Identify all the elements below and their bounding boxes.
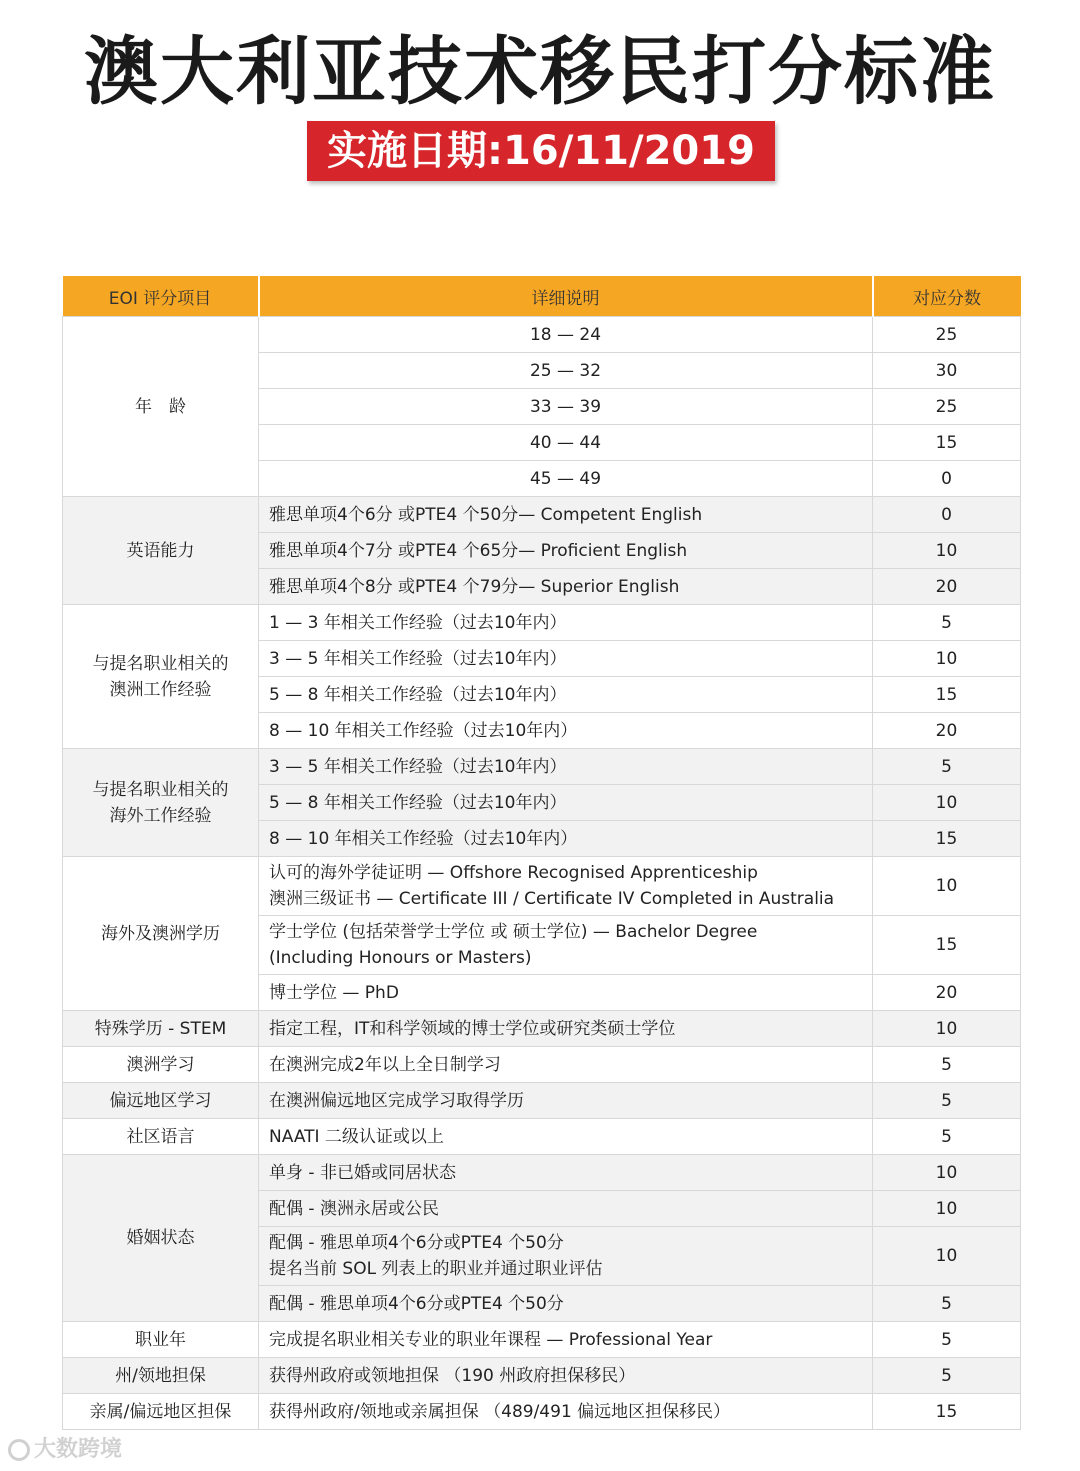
table-row: [63, 605, 1021, 641]
header-score: 对应分数: [873, 276, 1021, 317]
detail-cell: 获得州政府或领地担保 （190 州政府担保移民）: [259, 1358, 873, 1394]
score-cell: 20: [873, 713, 1021, 749]
category-cell: 英语能力: [63, 497, 259, 605]
table-body: [63, 317, 1021, 1430]
score-cell: 5: [873, 605, 1021, 641]
watermark-text: 大数跨境: [34, 1437, 123, 1462]
detail-cell: 40 — 44: [259, 425, 873, 461]
category-cell: 偏远地区学习: [63, 1083, 259, 1119]
category-cell: 年 龄: [63, 317, 259, 497]
detail-cell: 8 — 10 年相关工作经验（过去10年内）: [259, 713, 873, 749]
score-cell: 5: [873, 1286, 1021, 1322]
points-table: [62, 276, 1021, 1430]
watermark-logo-icon: [8, 1439, 30, 1461]
score-cell: 5: [873, 1358, 1021, 1394]
page-title: 澳大利亚技术移民打分标准: [84, 29, 996, 115]
category-cell: 特殊学历 - STEM: [63, 1011, 259, 1047]
score-cell: 30: [873, 353, 1021, 389]
detail-cell: 5 — 8 年相关工作经验（过去10年内）: [259, 677, 873, 713]
detail-cell: 25 — 32: [259, 353, 873, 389]
detail-cell: 在澳洲完成2年以上全日制学习: [259, 1047, 873, 1083]
category-cell: 州/领地担保: [63, 1358, 259, 1394]
detail-cell: 在澳洲偏远地区完成学习取得学历: [259, 1083, 873, 1119]
category-cell: 亲属/偏远地区担保: [63, 1394, 259, 1430]
score-cell: 20: [873, 975, 1021, 1011]
score-cell: 20: [873, 569, 1021, 605]
score-cell: 25: [873, 317, 1021, 353]
table-row: [63, 857, 1021, 916]
table-row: [63, 317, 1021, 353]
detail-cell: 学士学位 (包括荣誉学士学位 或 硕士学位) — Bachelor Degree (Including Honours or Masters): [259, 916, 873, 975]
table-row: [63, 497, 1021, 533]
detail-cell: 18 — 24: [259, 317, 873, 353]
detail-cell: 1 — 3 年相关工作经验（过去10年内）: [259, 605, 873, 641]
detail-cell: 8 — 10 年相关工作经验（过去10年内）: [259, 821, 873, 857]
detail-cell: 完成提名职业相关专业的职业年课程 — Professional Year: [259, 1322, 873, 1358]
detail-cell: 雅思单项4个6分 或PTE4 个50分— Competent English: [259, 497, 873, 533]
detail-cell: NAATI 二级认证或以上: [259, 1119, 873, 1155]
score-cell: 10: [873, 1191, 1021, 1227]
detail-cell: 博士学位 — PhD: [259, 975, 873, 1011]
effective-date-banner: 实施日期:16/11/2019: [307, 121, 775, 181]
category-cell: 与提名职业相关的 澳洲工作经验: [63, 605, 259, 749]
score-cell: 25: [873, 389, 1021, 425]
detail-cell: 获得州政府/领地或亲属担保 （489/491 偏远地区担保移民）: [259, 1394, 873, 1430]
table-header-row: [63, 276, 1021, 317]
table-row: [63, 1047, 1021, 1083]
score-cell: 10: [873, 641, 1021, 677]
score-cell: 10: [873, 1227, 1021, 1286]
score-cell: 0: [873, 497, 1021, 533]
detail-cell: 配偶 - 雅思单项4个6分或PTE4 个50分: [259, 1286, 873, 1322]
table-row: [63, 1394, 1021, 1430]
detail-cell: 3 — 5 年相关工作经验（过去10年内）: [259, 641, 873, 677]
category-cell: 婚姻状态: [63, 1155, 259, 1322]
score-cell: 10: [873, 533, 1021, 569]
score-cell: 10: [873, 1011, 1021, 1047]
table-row: [63, 1083, 1021, 1119]
score-cell: 5: [873, 1047, 1021, 1083]
table-row: [63, 1358, 1021, 1394]
detail-cell: 指定工程，IT和科学领域的博士学位或研究类硕士学位: [259, 1011, 873, 1047]
table-row: [63, 1011, 1021, 1047]
detail-cell: 45 — 49: [259, 461, 873, 497]
table-row: [63, 749, 1021, 785]
detail-cell: 配偶 - 雅思单项4个6分或PTE4 个50分 提名当前 SOL 列表上的职业并通过职业评估: [259, 1227, 873, 1286]
detail-cell: 5 — 8 年相关工作经验（过去10年内）: [259, 785, 873, 821]
category-cell: 社区语言: [63, 1119, 259, 1155]
table-row: [63, 1322, 1021, 1358]
header-detail: 详细说明: [259, 276, 873, 317]
score-cell: 10: [873, 785, 1021, 821]
category-cell: 与提名职业相关的 海外工作经验: [63, 749, 259, 857]
table-row: [63, 1119, 1021, 1155]
score-cell: 5: [873, 1119, 1021, 1155]
score-cell: 15: [873, 821, 1021, 857]
score-cell: 10: [873, 1155, 1021, 1191]
watermark: [8, 1432, 122, 1463]
header-category: EOI 评分项目: [63, 276, 259, 317]
score-cell: 0: [873, 461, 1021, 497]
category-cell: 职业年: [63, 1322, 259, 1358]
detail-cell: 认可的海外学徒证明 — Offshore Recognised Apprenticeship 澳洲三级证书 — Certificate III / Certificate IV Completed in Australia: [259, 857, 873, 916]
score-cell: 10: [873, 857, 1021, 916]
detail-cell: 配偶 - 澳洲永居或公民: [259, 1191, 873, 1227]
detail-cell: 3 — 5 年相关工作经验（过去10年内）: [259, 749, 873, 785]
score-cell: 15: [873, 1394, 1021, 1430]
table-row: [63, 1155, 1021, 1191]
score-cell: 15: [873, 677, 1021, 713]
detail-cell: 雅思单项4个7分 或PTE4 个65分— Proficient English: [259, 533, 873, 569]
detail-cell: 单身 - 非已婚或同居状态: [259, 1155, 873, 1191]
category-cell: 澳洲学习: [63, 1047, 259, 1083]
score-cell: 15: [873, 916, 1021, 975]
detail-cell: 33 — 39: [259, 389, 873, 425]
score-cell: 5: [873, 1083, 1021, 1119]
category-cell: 海外及澳洲学历: [63, 857, 259, 1011]
score-cell: 5: [873, 749, 1021, 785]
score-cell: 15: [873, 425, 1021, 461]
detail-cell: 雅思单项4个8分 或PTE4 个79分— Superior English: [259, 569, 873, 605]
score-cell: 5: [873, 1322, 1021, 1358]
